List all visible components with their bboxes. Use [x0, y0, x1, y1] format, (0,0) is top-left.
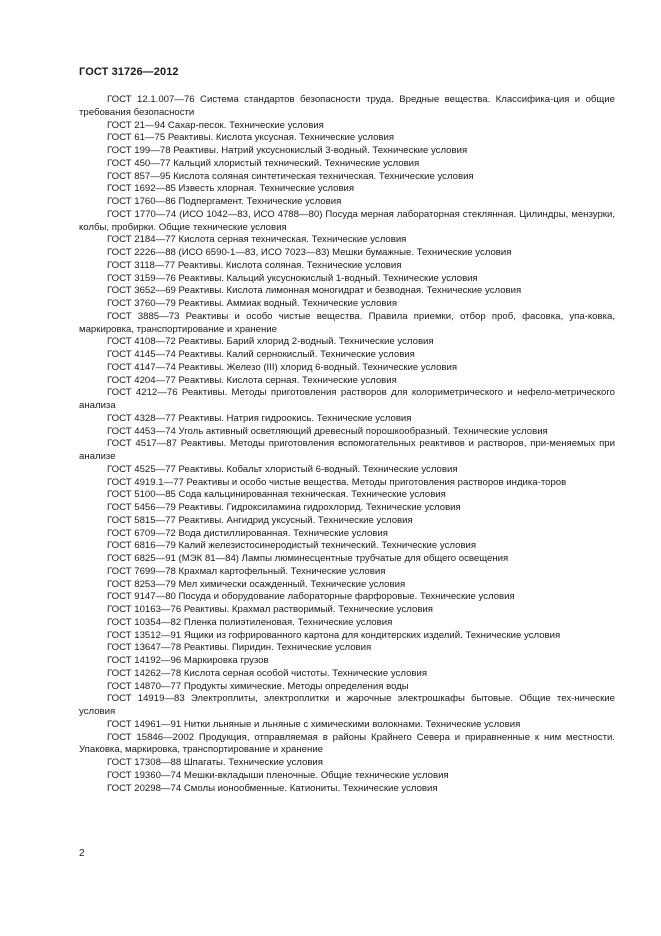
- reference-entry: ГОСТ 1770—74 (ИСО 1042—83, ИСО 4788—80) Посуда мерная лабораторная стеклянная. Цилиндры, мензурки, колбы, пробирки. Общие технические условия: [79, 208, 615, 233]
- reference-entry: ГОСТ 19360—74 Мешки-вкладыши пленочные. Общие технические условия: [107, 769, 449, 781]
- reference-entry: ГОСТ 21—94 Сахар-песок. Технические условия: [107, 119, 324, 131]
- reference-entry: ГОСТ 3760—79 Реактивы. Аммиак водный. Технические условия: [107, 298, 398, 309]
- reference-entry: ГОСТ 4328—77 Реактивы. Натрия гидроокись. Технические условия: [107, 412, 412, 424]
- reference-entry: ГОСТ 15846—2002 Продукция, отправляемая в районы Крайнего Севера и приравненные к ним местности. Упаковка, маркировка, транспортирование и хранение: [79, 731, 615, 756]
- reference-entry: ГОСТ 10354—82 Пленка полиэтиленовая. Технические условия: [107, 616, 393, 628]
- reference-entry: ГОСТ 14262—78 Кислота серная особой чистоты. Технические условия: [107, 667, 428, 679]
- reference-entry: ГОСТ 1692—85 Известь хлорная. Технические условия: [107, 183, 355, 195]
- reference-entry: ГОСТ 6825—91 (МЭК 81—84) Лампы люминесцентные трубчатые для общего освещения: [107, 553, 509, 564]
- reference-entry: ГОСТ 20298—74 Смолы ионообменные. Катиониты. Технические условия: [107, 782, 438, 794]
- reference-entry: ГОСТ 5815—77 Реактивы. Ангидрид уксусный. Технические условия: [107, 514, 413, 526]
- reference-entry: ГОСТ 4145—74 Реактивы. Калий сернокислый. Технические условия: [107, 349, 415, 360]
- reference-entry: ГОСТ 14919—83 Электроплиты, электроплитки и жарочные электрошкафы бытовые. Общие тех-нические условия: [79, 693, 615, 717]
- reference-entry: ГОСТ 199—78 Реактивы. Натрий уксуснокислый 3-водный. Технические условия: [107, 145, 468, 156]
- reference-entry: ГОСТ 4517—87 Реактивы. Методы приготовления вспомогательных реактивов и растворов, при-меняемых при анализе: [79, 438, 615, 462]
- reference-entry: ГОСТ 4525—77 Реактивы. Кобальт хлористый 6-водный. Технические условия: [107, 463, 458, 475]
- reference-entry: ГОСТ 14961—91 Нитки льняные и льняные с химическими волокнами. Технические условия: [107, 718, 521, 730]
- reference-entry: ГОСТ 7699—78 Крахмал картофельный. Технические условия: [107, 565, 386, 577]
- reference-entry: ГОСТ 10163—76 Реактивы. Крахмал растворимый. Технические условия: [107, 604, 433, 615]
- page-number: 2: [79, 848, 85, 859]
- reference-entry: ГОСТ 8253—79 Мел химически осажденный. Технические условия: [107, 578, 406, 590]
- reference-entry: ГОСТ 3159—76 Реактивы. Кальций уксуснокислый 1-водный. Технические условия: [107, 272, 478, 284]
- reference-entry: ГОСТ 14870—77 Продукты химические. Методы определения воды: [107, 680, 409, 692]
- reference-entry: ГОСТ 3885—73 Реактивы и особо чистые вещества. Правила приемки, отбор проб, фасовка, упа-ковка, маркировка, транспортирование и хранение: [79, 310, 615, 335]
- reference-entry: ГОСТ 450—77 Кальций хлористый технический. Технические условия: [107, 157, 420, 169]
- reference-entry: ГОСТ 13647—78 Реактивы. Пиридин. Технические условия: [107, 642, 372, 654]
- reference-entry: ГОСТ 4212—76 Реактивы. Методы приготовления растворов для колориметрического и нефело-метрического анализа: [79, 387, 615, 411]
- reference-entry: ГОСТ 17308—88 Шпагаты. Технические условия: [107, 757, 323, 768]
- reference-entry: ГОСТ 2226—88 (ИСО 6590-1—83, ИСО 7023—83) Мешки бумажные. Технические условия: [107, 247, 512, 258]
- reference-entry: ГОСТ 61—75 Реактивы. Кислота уксусная. Технические условия: [107, 132, 395, 144]
- reference-entry: ГОСТ 857—95 Кислота соляная синтетическая техническая. Технические условия: [107, 170, 474, 182]
- reference-entry: ГОСТ 1760—86 Подпергамент. Технические условия: [107, 196, 342, 207]
- reference-entry: ГОСТ 2184—77 Кислота серная техническая. Технические условия: [107, 234, 407, 246]
- reference-entry: ГОСТ 12.1.007—76 Система стандартов безопасности труда. Вредные вещества. Классифика-ция и общие требования безопасности: [79, 94, 615, 118]
- reference-entry: ГОСТ 4453—74 Уголь активный осветляющий древесный порошкообразный. Технические условия: [107, 425, 548, 437]
- reference-entry: ГОСТ 4108—72 Реактивы. Барий хлорид 2-водный. Технические условия: [107, 336, 434, 348]
- reference-entry: ГОСТ 5456—79 Реактивы. Гидроксиламина гидрохлорид. Технические условия: [107, 502, 461, 513]
- reference-entry: ГОСТ 5100—85 Сода кальцинированная техническая. Технические условия: [107, 489, 446, 501]
- reference-entry: ГОСТ 13512—91 Ящики из гофрированного картона для кондитерских изделий. Технические условия: [107, 629, 561, 641]
- reference-entry: ГОСТ 3118—77 Реактивы. Кислота соляная. Технические условия: [107, 259, 402, 271]
- reference-entry: ГОСТ 4204—77 Реактивы. Кислота серная. Технические условия: [107, 374, 397, 386]
- reference-entry: ГОСТ 6816—79 Калий железистосинеродистый технический. Технические условия: [107, 540, 477, 552]
- reference-entry: ГОСТ 4147—74 Реактивы. Железо (III) хлорид 6-водный. Технические условия: [107, 361, 458, 373]
- page-header-standard-code: ГОСТ 31726—2012: [79, 66, 179, 78]
- reference-entry: ГОСТ 14192—96 Маркировка грузов: [107, 655, 269, 666]
- reference-entry: ГОСТ 9147—80 Посуда и оборудование лабораторные фарфоровые. Технические условия: [107, 591, 515, 603]
- reference-entry: ГОСТ 4919.1—77 Реактивы и особо чистые вещества. Методы приготовления растворов индика-торов: [107, 476, 567, 488]
- normative-references-list: [79, 94, 615, 795]
- reference-entry: ГОСТ 6709—72 Вода дистиллированная. Технические условия: [107, 527, 388, 539]
- reference-entry: ГОСТ 3652—69 Реактивы. Кислота лимонная моногидрат и безводная. Технические условия: [107, 285, 522, 297]
